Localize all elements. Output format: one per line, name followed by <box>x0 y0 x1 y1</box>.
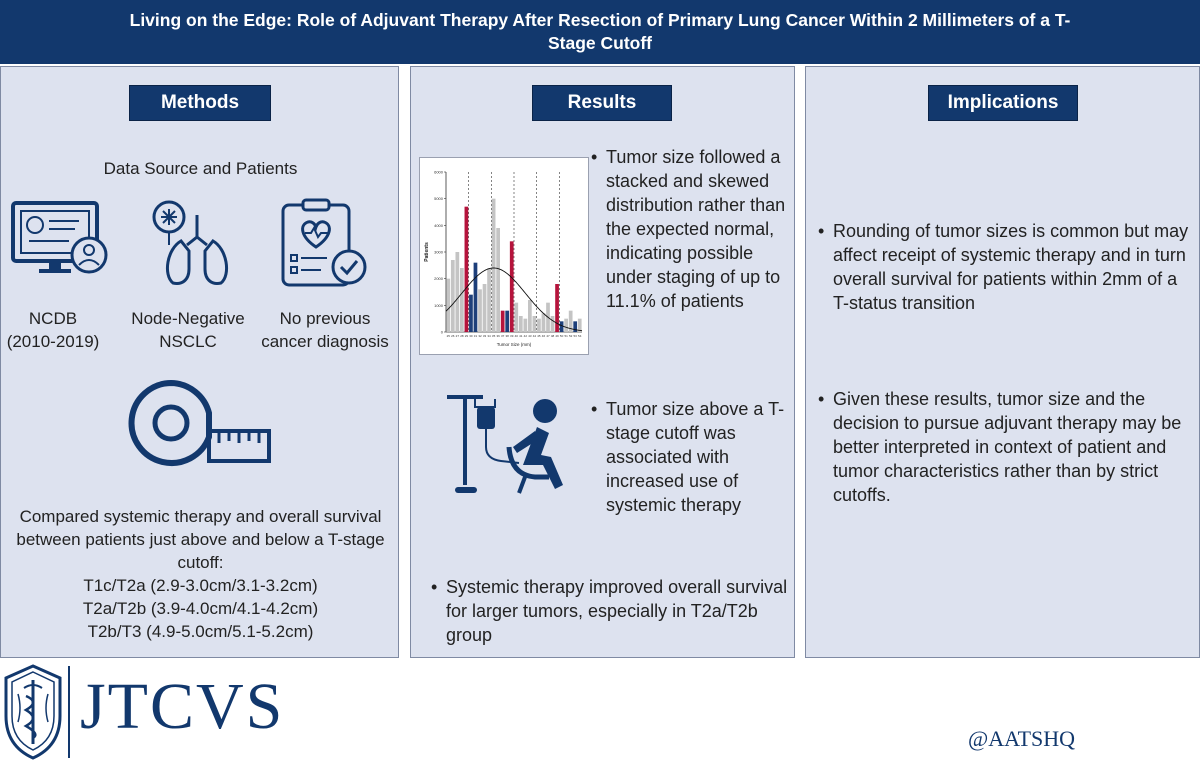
tape-measure-icon <box>123 375 275 471</box>
histogram-bar <box>474 263 478 332</box>
twitter-handle: @AATSHQ <box>968 726 1076 751</box>
histogram-bar <box>564 319 568 332</box>
x-tick-label: 39 <box>510 334 514 338</box>
histogram-bar <box>537 319 541 332</box>
x-tick-label: 33 <box>482 334 487 338</box>
x-tick-label: 43 <box>528 334 532 338</box>
histogram-bar <box>533 316 537 332</box>
histogram-bar <box>573 321 577 332</box>
histogram-bar <box>478 289 482 332</box>
x-tick-label: 28 <box>460 334 464 338</box>
results-heading: Results <box>532 85 672 121</box>
logo-divider <box>68 666 70 758</box>
histogram-bar <box>528 300 532 332</box>
implications-bullet-1: • Rounding of tumor sizes is common but may affect receipt of systemic therapy and in turn overall survival for patients within 2mm of a T-status transition <box>818 219 1190 315</box>
iv-infusion-patient-icon <box>439 387 579 497</box>
results-panel <box>410 66 795 658</box>
x-tick-label: 45 <box>537 334 541 338</box>
x-tick-label: 52 <box>568 334 573 338</box>
histogram-bar <box>469 295 473 332</box>
page-title: Living on the Edge: Role of Adjuvant Therapy After Resection of Primary Lung Cancer Within 2 Millimeters of a T-Stage Cutoff <box>129 10 1071 53</box>
x-tick-label: 38 <box>505 334 509 338</box>
histogram-bar <box>510 241 514 332</box>
tumor-size-histogram <box>420 158 588 354</box>
ncdb-label: NCDB (2010-2019) <box>6 309 100 351</box>
title-banner <box>0 0 1200 64</box>
histogram-bar <box>523 319 527 332</box>
y-tick-label: 4000 <box>434 222 443 228</box>
x-tick-label: 50 <box>559 334 564 338</box>
x-tick-label: 40 <box>514 334 518 338</box>
implications-heading: Implications <box>928 85 1078 121</box>
data-source-subheading: Data Source and Patients <box>103 159 298 178</box>
x-tick-label: 34 <box>487 334 491 338</box>
group-t2b-t3: T2b/T3 (4.9-5.0cm/5.1-5.2cm) <box>87 622 314 641</box>
x-tick-label: 51 <box>564 334 568 338</box>
histogram-bar <box>451 260 455 332</box>
x-tick-label: 35 <box>491 334 496 338</box>
histogram-bar <box>505 311 509 332</box>
x-tick-label: 30 <box>469 334 473 338</box>
x-tick-label: 44 <box>532 334 537 338</box>
x-tick-label: 37 <box>500 334 505 338</box>
y-tick-label: 2000 <box>434 276 443 282</box>
histogram-bar <box>455 252 459 332</box>
x-tick-label: 36 <box>496 334 500 338</box>
x-tick-label: 54 <box>578 334 582 338</box>
implications-bullet-2: • Given these results, tumor size and the decision to pursue adjuvant therapy may be better interpreted in context of patient and tumor characteristics rather than by strict cutoffs. <box>818 387 1190 507</box>
histogram-frame <box>419 157 589 355</box>
histogram-bar <box>501 311 505 332</box>
x-tick-label: 31 <box>473 334 478 338</box>
results-bullet-3: • Systemic therapy improved overall survival for larger tumors, especially in T2a/T2b group <box>431 575 793 647</box>
histogram-bar <box>492 199 496 332</box>
x-tick-label: 27 <box>455 334 460 338</box>
y-tick-label: 1000 <box>434 302 443 308</box>
caduceus-seal-icon <box>2 664 64 760</box>
histogram-bar <box>519 316 523 332</box>
results-bullet-1: • Tumor size followed a stacked and skewed distribution rather than the expected normal, indicating possible under staging of up to 11.1% of patients <box>591 145 791 313</box>
methods-panel <box>0 66 399 658</box>
histogram-bar <box>555 284 559 332</box>
lungs-icon <box>147 193 243 289</box>
x-tick-label: 53 <box>573 334 577 338</box>
histogram-bar <box>460 268 464 332</box>
histogram-bar <box>551 316 555 332</box>
x-tick-label: 49 <box>555 334 559 338</box>
comparison-sentence: Compared systemic therapy and overall survival between patients just above and below a T-stage cutoff: <box>16 507 385 572</box>
x-tick-label: 25 <box>446 334 450 338</box>
clipboard-heart-icon <box>277 197 371 289</box>
x-tick-label: 26 <box>451 334 455 338</box>
no-prev-cancer-label: No previous cancer diagnosis <box>261 309 389 351</box>
histogram-bar <box>446 279 450 332</box>
journal-logo-text: JTCVS <box>80 670 285 743</box>
histogram-bar <box>560 321 564 332</box>
nsclc-label: Node-Negative NSCLC <box>131 309 245 351</box>
histogram-bar <box>514 303 518 332</box>
y-tick-label: 5000 <box>434 196 443 202</box>
x-axis-label: Tumor Size (mm) <box>496 342 532 347</box>
x-tick-label: 48 <box>550 334 555 338</box>
x-tick-label: 42 <box>523 334 528 338</box>
x-tick-label: 32 <box>478 334 482 338</box>
group-t2a-t2b: T2a/T2b (3.9-4.0cm/4.1-4.2cm) <box>82 599 319 618</box>
x-tick-label: 47 <box>546 334 550 338</box>
y-axis-label: Patients <box>424 242 430 262</box>
histogram-bar <box>465 207 469 332</box>
y-tick-label: 0 <box>440 329 443 335</box>
y-tick-label: 6000 <box>434 169 443 175</box>
histogram-bar <box>542 313 546 332</box>
methods-heading: Methods <box>129 85 271 121</box>
y-tick-label: 3000 <box>434 249 443 255</box>
histogram-bar <box>496 228 500 332</box>
group-t1c-t2a: T1c/T2a (2.9-3.0cm/3.1-3.2cm) <box>83 576 318 595</box>
x-tick-label: 29 <box>464 334 469 338</box>
comparison-text <box>7 505 394 643</box>
database-computer-icon <box>9 199 111 279</box>
histogram-bar <box>483 284 487 332</box>
histogram-bar <box>487 268 491 332</box>
results-bullet-2: • Tumor size above a T- stage cutoff was associated with increased use of systemic therapy <box>591 397 791 517</box>
x-tick-label: 46 <box>541 334 546 338</box>
x-tick-label: 41 <box>519 334 523 338</box>
implications-panel <box>805 66 1200 658</box>
